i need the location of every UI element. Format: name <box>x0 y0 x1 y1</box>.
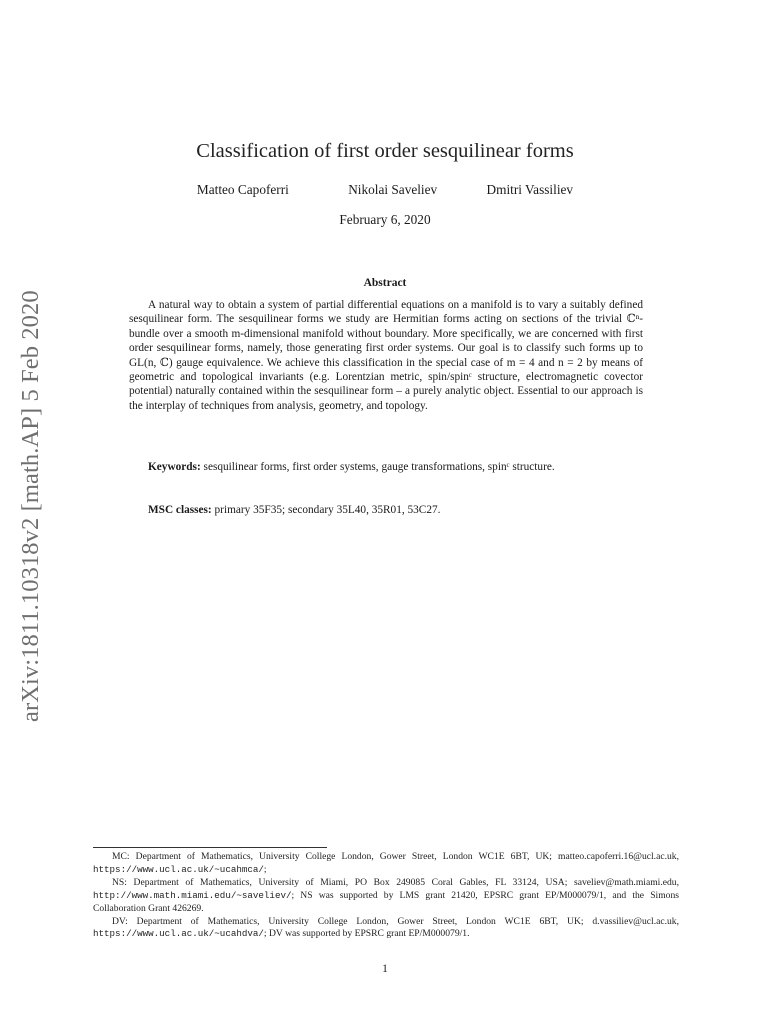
abstract-text: A natural way to obtain a system of partial differential equations on a manifold is to vary a suitably defined sesquilinear form. The sesquilinear forms we study are Hermitian forms acting on sections of the trivial ℂⁿ-bundle over a smooth m-dimensional manifold without boundary. More specifically, we are concerned with first order sesquilinear forms, namely, those generating first order systems. Our goal is to classify such forms up to GL(n, ℂ) gauge equivalence. We achieve this classification in the special case of m = 4 and n = 2 by means of geometric and topological invariants (e.g. Lorentzian metric, spin/spinᶜ structure, electromagnetic covector potential) naturally contained within the sesquilinear form – a purely analytic object. Essential to our approach is the interplay of techniques from analysis, geometry, and topology. <box>129 299 643 412</box>
msc-classes-paragraph <box>129 503 643 517</box>
footnote-tail: ; <box>263 863 267 875</box>
author-name: Dmitri Vassiliev <box>486 182 574 197</box>
footnote-text: DV: Department of Mathematics, University College London, Gower Street, London WC1E 6BT, UK; d.vassiliev@ucl.ac.uk, <box>112 915 679 927</box>
author-list <box>0 182 770 198</box>
homepage-link[interactable]: https://www.ucl.ac.uk/~ucahmca/ <box>93 863 264 875</box>
keywords-text: sesquilinear forms, first order systems, gauge transformations, spinᶜ structure. <box>203 461 555 473</box>
abstract-heading: Abstract <box>363 277 407 289</box>
homepage-link[interactable]: https://www.ucl.ac.uk/~ucahdva/ <box>93 928 264 940</box>
msc-label: MSC classes: <box>148 504 212 516</box>
keywords-label: Keywords: <box>148 461 201 473</box>
footnote-text: MC: Department of Mathematics, University College London, Gower Street, London WC1E 6BT, UK; matteo.capoferri.16@ucl.ac.uk, <box>112 851 679 862</box>
paper-title: Classification of first order sesquilinear forms <box>196 140 574 162</box>
arxiv-identifier-stamp: arXiv:1811.10318v2 [math.AP] 5 Feb 2020 <box>17 290 44 722</box>
footnote-tail: ; DV was supported by EPSRC grant EP/M000079/1. <box>263 928 470 940</box>
footnote-dv <box>93 916 679 942</box>
footnote-tail: ; NS was supported by LMS grant 21420, EPSRC grant EP/M000079/1, and the Simons Collaboration Grant 426269. <box>93 889 679 914</box>
author-name: Nikolai Saveliev <box>348 182 438 197</box>
author-name: Matteo Capoferri <box>196 182 289 197</box>
msc-text: primary 35F35; secondary 35L40, 35R01, 53C27. <box>214 504 441 516</box>
footnote-ns <box>93 877 679 916</box>
footnotes <box>93 851 679 941</box>
footnote-text: NS: Department of Mathematics, University of Miami, PO Box 249085 Coral Gables, FL 33124, USA; saveliev@math.miami.edu, <box>112 876 679 888</box>
publication-date: February 6, 2020 <box>339 212 431 227</box>
homepage-link[interactable]: http://www.math.miami.edu/~saveliev/ <box>93 889 292 901</box>
footnote-mc <box>93 851 679 877</box>
keywords-paragraph <box>129 460 643 474</box>
page-number: 1 <box>382 963 388 975</box>
footnote-separator <box>93 847 327 848</box>
